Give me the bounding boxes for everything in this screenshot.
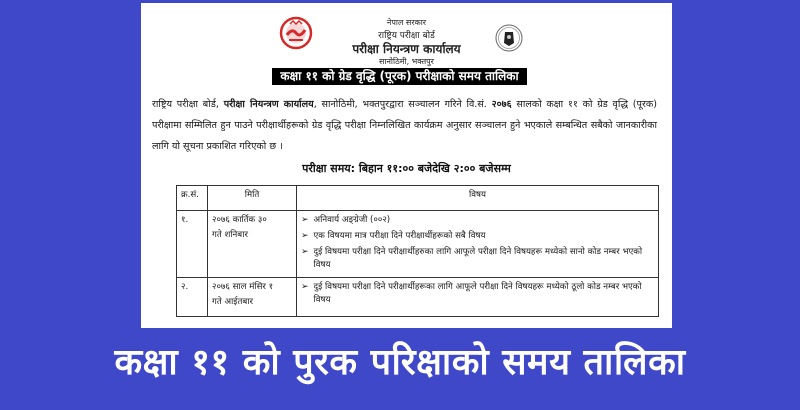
paragraph-text: राष्ट्रिय परीक्षा बोर्ड, [152,99,224,110]
date-line: २०७६ साल मंसिर १ [212,282,274,292]
row-date [208,278,297,317]
header-office: परीक्षा नियन्त्रण कार्यालय [352,42,461,56]
header-sn: क्र.सं. [177,186,208,211]
subject-item [301,246,654,272]
row-date [208,211,297,278]
subject-text: एक विषयमा मात्र परीक्षा दिने परीक्षार्थीहरूको सबै विषय [313,231,486,241]
subject-item [301,214,654,227]
subject-text: अनिवार्य अङ्ग्रेजी (००२) [313,215,391,225]
subject-text: दुई विषयमा परीक्षा दिने परीक्षार्थीहरूका लागि आफूले परीक्षा दिने विषयहरू मध्येको ठूलो कोड नम्बर भएको विषय [313,282,642,305]
header-subject: विषय [297,186,659,211]
paragraph-text: सालको कक्षा ११ को ग्रेड वृद्धि (पूरक) परीक्षामा सम्मिलित हुन पाउने परीक्षार्थीहरूको ग्रेड वृद्धि परीक्षा निम्नलिखित कार्यक्रम अनुसार सञ्चालन हुने भएकाले सम्बन्धित सबैको जानकारीका लागि यो सूचना प्रकाशित गरिएको छ । [152,99,658,152]
date-line: गते शनिबार [212,230,248,240]
row-sn: २. [177,278,208,317]
schedule-table [176,185,659,317]
arrow-bullet-icon: ➢ [301,215,309,225]
date-line: २०७६ कार्तिक ३० [212,215,267,225]
subject-text: दुई विषयमा परीक्षा दिने परीक्षार्थीहरुका लागि आफूले परीक्षा दिने विषयहरू मध्येको सानो कोड नम्बर भएको विषय [313,247,643,270]
paragraph-office-name: परीक्षा नियन्त्रण कार्यालय [223,99,314,110]
row-subjects [297,211,659,278]
table-header-row [177,186,659,211]
subject-item [301,281,654,307]
date-line: गते आईतबार [212,297,254,307]
document-title: कक्षा ११ को ग्रेड वृद्धि (पूरक) परीक्षाको समय तालिका [272,68,527,85]
row-sn: १. [177,211,208,278]
header-board: राष्ट्रिय परीक्षा बोर्ड [378,31,435,41]
arrow-bullet-icon: ➢ [301,247,309,257]
header-date: मिति [208,186,297,211]
header-address: सानोठिमी, भक्तपुर [379,57,434,66]
row-subjects [297,278,659,317]
notice-document [141,3,672,328]
notice-paragraph [152,94,657,157]
paragraph-text: , सानोठिमी, भक्तपुरद्वारा सञ्चालन गरिने वि.सं. [313,99,492,110]
banner-headline: कक्षा ११ को पुरक परिक्षाको समय तालिका [114,342,686,383]
paragraph-year: २०७६ [491,99,512,110]
table-row [177,211,659,278]
arrow-bullet-icon: ➢ [301,231,309,241]
subject-item [301,230,654,243]
header-govt: नेपाल सरकार [386,18,427,27]
exam-time: परीक्षा समय: बिहान ११:०० बजेदेखि २:०० बजेसम्म [302,162,511,175]
arrow-bullet-icon: ➢ [301,282,309,292]
table-row [177,278,659,317]
